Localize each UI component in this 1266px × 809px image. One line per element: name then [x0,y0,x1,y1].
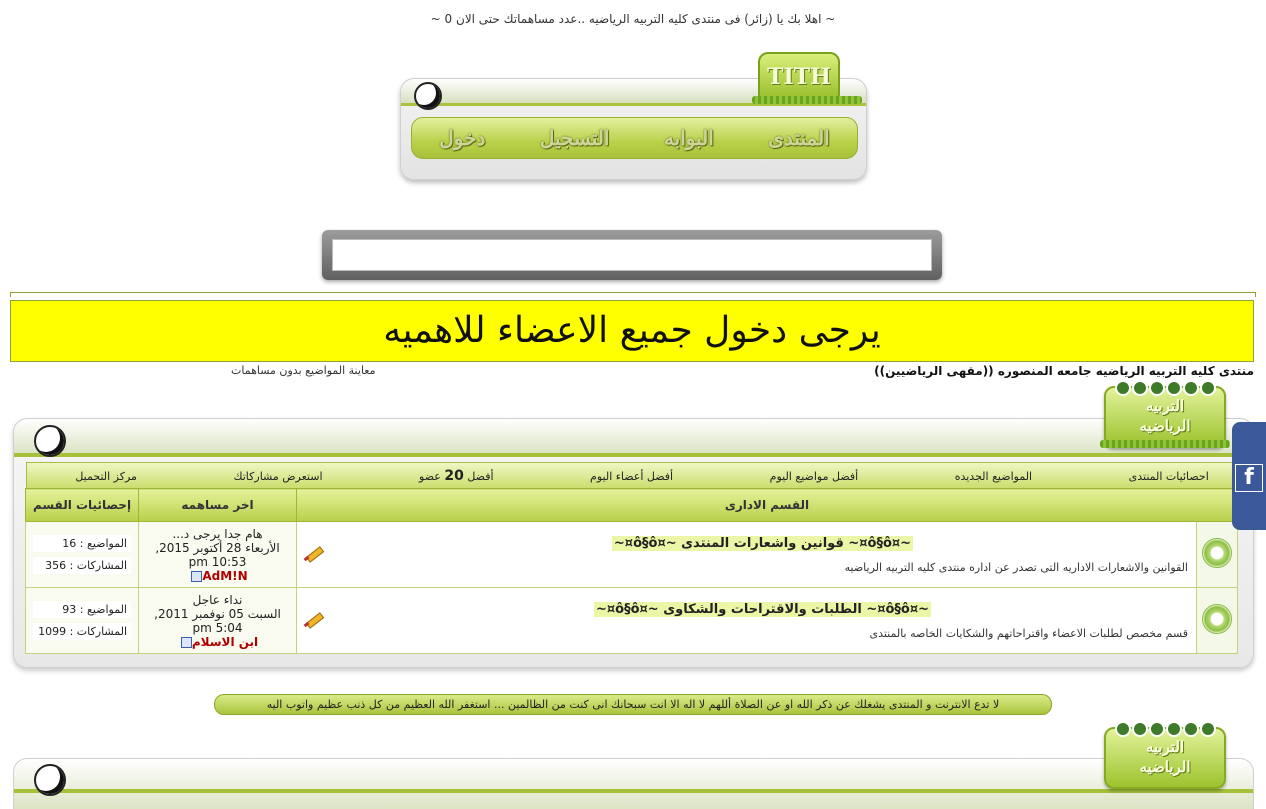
football-icon [414,82,442,110]
facebook-icon: f [1235,464,1263,492]
last-post-user[interactable]: ابن الاسلام [191,634,259,649]
topics-count: المواضيع : 93 [33,601,131,618]
table-header-row [26,489,1238,522]
grass-decoration [752,96,862,104]
forum-description: القوانين والاشعارات الاداريه التى تصدر عن اداره منتدى كليه التربيه الرياضيه [844,560,1188,574]
posts-count: المشاركات : 1099 [33,623,131,640]
last-post-user[interactable]: AdM!N [202,568,248,583]
toolbar-new-topics[interactable]: المواضيع الجديده [954,469,1033,483]
nav-portal-link[interactable]: البوابه [663,126,714,150]
unanswered-topics-link[interactable]: معاينة المواضيع بدون مساهمات [231,364,376,377]
table-row [26,522,1238,588]
forum-table [25,488,1238,654]
nav-forum-link[interactable]: المنتدى [768,126,830,150]
view-latest-icon[interactable] [191,571,202,582]
forum-description: قسم مخصص لطلبات الاعضاء واقتراحاتهم والشكايات الخاصه بالمنتدى [869,626,1188,640]
panel-header-strip [14,419,1253,457]
forum-status-icon [1202,538,1232,568]
category-panel-2 [13,758,1254,809]
category-logo-line2: الرياضيه [1139,417,1191,435]
category-logo-line2: الرياضيه [1139,758,1191,776]
club-badges [1114,380,1216,394]
divider [10,292,1256,297]
header-section: القسم الادارى [297,489,1238,522]
banner-inner [332,239,932,271]
panel-accent-bar [14,789,1253,793]
pencil-icon [303,543,323,563]
site-logo: TITH [758,52,840,104]
view-latest-icon[interactable] [181,637,192,648]
toolbar-top-members-today[interactable]: أفضل أعضاء اليوم [590,469,674,483]
toolbar-top-members[interactable]: أفضل 20 عضو [419,468,494,484]
last-post-title[interactable]: نداء عاجل [192,592,243,607]
breadcrumb-forum-title[interactable]: منتدى كليه التربيه الرياضيه جامعه المنصوره ((مقهى الرياضيين)) [874,364,1254,378]
forum-status-icon [1202,604,1232,634]
forum-toolbar [26,462,1258,490]
club-badges [1114,721,1216,735]
category-logo [1104,727,1226,789]
last-post-date: السبت 05 نوفمبر 2011, 5:04 pm [154,606,281,635]
table-row [26,588,1238,654]
banner-box [322,230,942,280]
topics-count: المواضيع : 16 [33,535,131,552]
header-stats: إحصائيات القسم [26,489,139,522]
welcome-message: ~ اهلا بك يا (زائر) فى منتدى كليه التربيه الرياضيه ..عدد مساهماتك حتى الان 0 ~ [430,12,836,26]
toolbar-upload-center[interactable]: مركز التحميل [75,469,137,483]
posts-count: المشاركات : 356 [33,557,131,574]
football-icon [34,764,66,796]
nav-login-link[interactable]: دخول [439,126,486,150]
dhikr-bar: لا تدع الانترنت و المنتدى يشغلك عن ذكر الله او عن الصلاة أللهم لا اله الا انت سبحانك انى كنت من الظالمين ... استغفر الله العظيم من كل ذنب عظيم واتوب اليه [214,694,1052,715]
pencil-icon [303,609,323,629]
category-logo-line1: التربيه [1145,738,1185,756]
facebook-side-tab[interactable] [1232,422,1266,530]
header-last-post: اخر مساهمه [139,489,297,522]
toolbar-my-posts[interactable]: استعرض مشاركاتك [233,469,323,483]
toolbar-top-topics-today[interactable]: أفضل مواضيع اليوم [769,469,859,483]
forum-title-link[interactable]: ~¤ô§ô¤~ الطلبات والاقتراحات والشكاوى ~¤ô§ô¤~ [595,601,930,617]
announcement-banner: يرجى دخول جميع الاعضاء للاهميه [10,300,1254,362]
last-post-title[interactable]: هام جدا يرجى د... [172,526,263,541]
football-icon [34,425,66,457]
category-logo [1104,386,1226,448]
forum-title-link[interactable]: ~¤ô§ô¤~ قوانين واشعارات المنتدى ~¤ô§ô¤~ [613,535,912,551]
nav-register-link[interactable]: التسجيل [539,126,610,150]
main-nav-bar [411,117,858,159]
category-logo-line1: التربيه [1145,397,1185,415]
grass-decoration [1100,440,1230,448]
toolbar-forum-stats[interactable]: احصائيات المنتدى [1128,469,1209,483]
last-post-date: الأربعاء 28 أكتوبر 2015, 10:53 pm [155,540,280,569]
